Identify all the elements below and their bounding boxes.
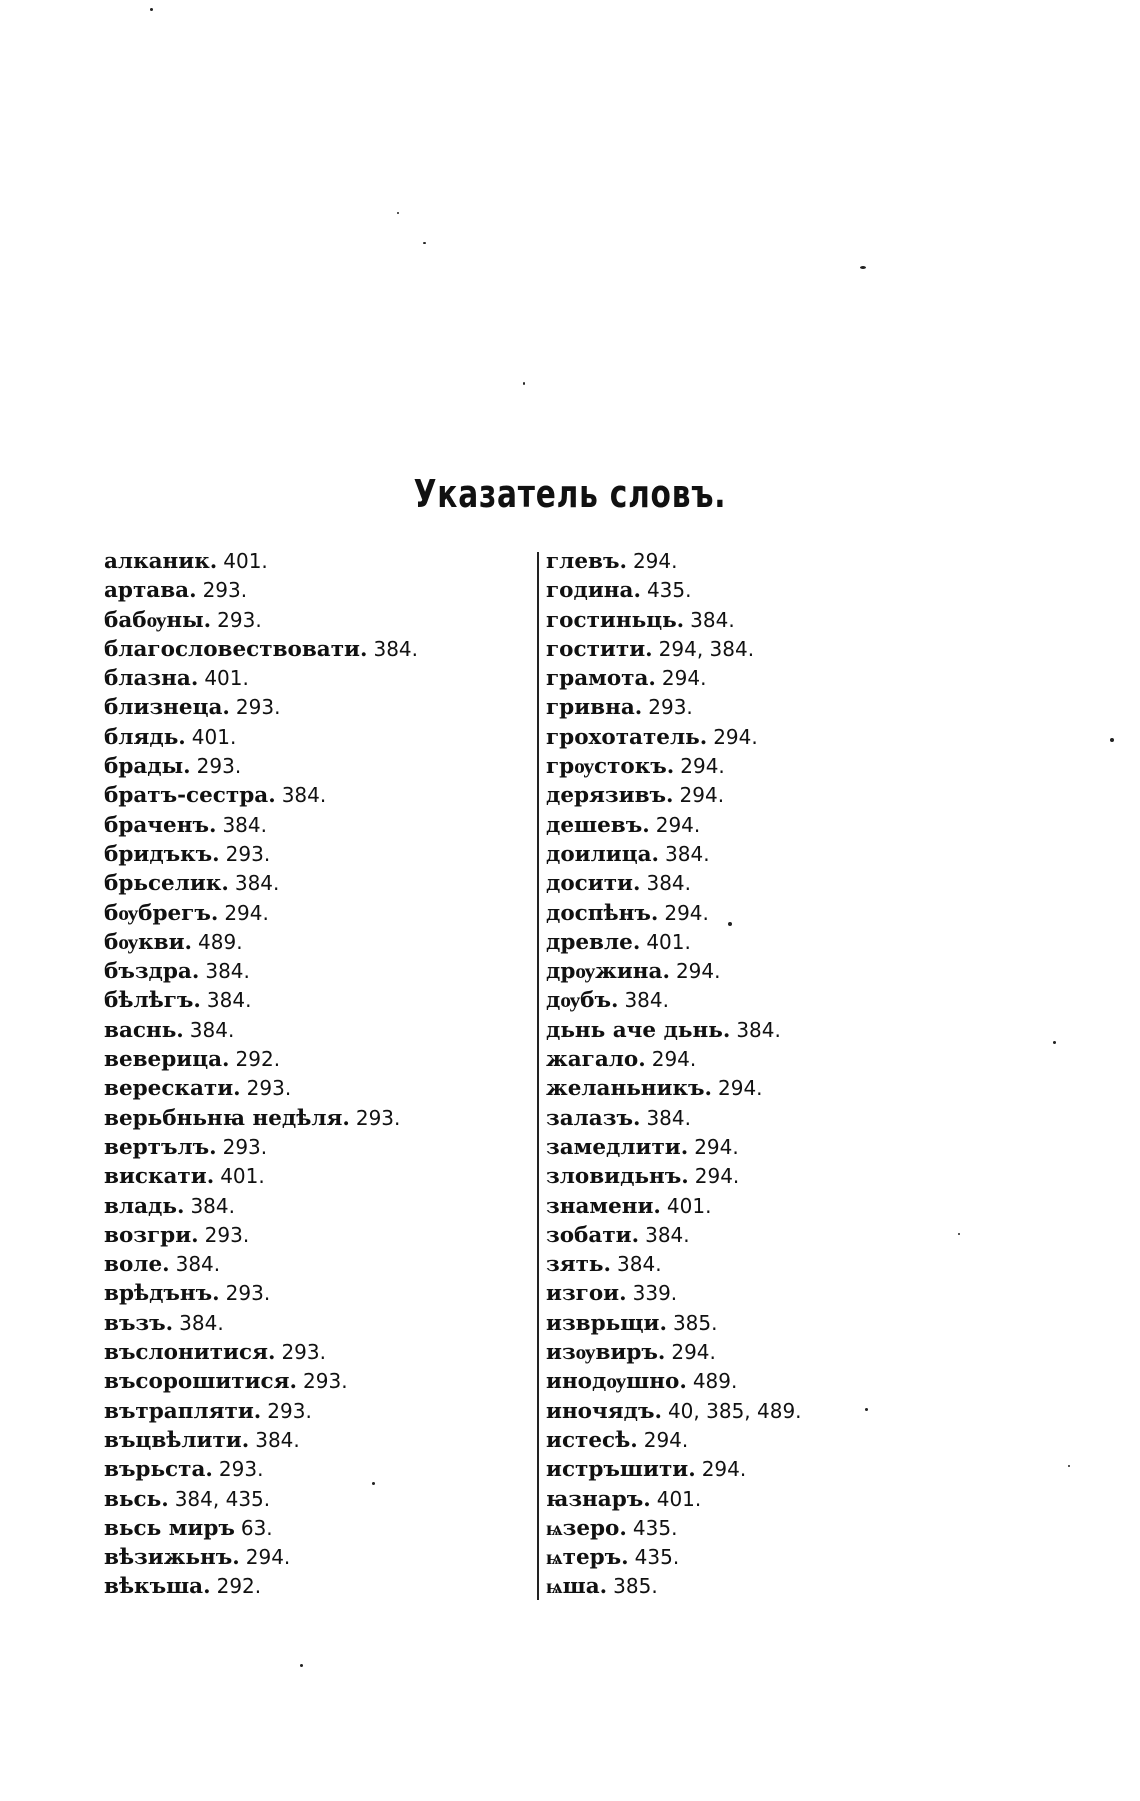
page-reference: 384. xyxy=(205,959,250,984)
left-index-entry xyxy=(104,1397,524,1426)
column-divider xyxy=(537,552,539,1600)
index-word: бридъкъ. xyxy=(104,841,220,867)
left-index-entry xyxy=(104,1485,524,1514)
left-index-entry xyxy=(104,1045,524,1074)
right-index-entry xyxy=(546,928,966,957)
index-word: истръшити. xyxy=(546,1457,696,1483)
scan-speck xyxy=(423,242,426,244)
index-word: близнеца. xyxy=(104,695,230,721)
scan-speck xyxy=(958,1233,960,1235)
left-index-entry xyxy=(104,1309,524,1338)
page-reference: 384. xyxy=(665,841,710,866)
page-reference: 294. xyxy=(680,754,725,779)
index-word: блазна. xyxy=(104,666,199,692)
right-index-entry xyxy=(546,1309,966,1338)
index-word: братъ-сестра. xyxy=(104,783,276,809)
left-index-entry xyxy=(104,1426,524,1455)
page-reference: 489. xyxy=(198,929,243,954)
scan-speck xyxy=(860,266,866,269)
right-index-entry xyxy=(546,1572,966,1601)
page-reference: 385. xyxy=(672,1310,718,1335)
page-reference: 294. xyxy=(718,1076,763,1101)
scan-speck xyxy=(300,1664,303,1667)
page-reference: 384. xyxy=(189,1017,235,1042)
index-word: браченъ. xyxy=(104,812,217,838)
index-word: зобати. xyxy=(546,1222,640,1248)
index-word: изврьщи. xyxy=(546,1310,667,1336)
left-index-entry xyxy=(104,1016,524,1045)
right-index-entry xyxy=(546,635,966,664)
index-word: замедлити. xyxy=(546,1134,689,1160)
page-reference: 401. xyxy=(204,666,249,691)
page-reference: 384. xyxy=(234,871,280,896)
right-index-entry xyxy=(546,1221,966,1250)
index-word: доспѣнъ. xyxy=(546,900,659,926)
index-word: изѹвиръ. xyxy=(546,1340,666,1366)
right-index-entry xyxy=(546,693,966,722)
page-reference: 384. xyxy=(222,812,267,837)
scan-speck xyxy=(523,382,525,385)
page-reference: 293. xyxy=(355,1105,401,1130)
left-index-entry xyxy=(104,664,524,693)
page-reference: 435. xyxy=(634,1545,680,1570)
right-index-entry xyxy=(546,1016,966,1045)
index-word: вискати. xyxy=(104,1164,215,1190)
index-word: грохотатель. xyxy=(546,724,708,750)
page-reference: 384. xyxy=(373,636,419,661)
left-index-entry xyxy=(104,899,524,928)
right-index-entry xyxy=(546,1426,966,1455)
index-word: благословествовати. xyxy=(104,636,368,662)
left-index-entry xyxy=(104,606,524,635)
page-reference: 293. xyxy=(246,1076,292,1101)
index-word: вѣкъша. xyxy=(104,1574,211,1600)
page-reference: 293. xyxy=(281,1340,326,1365)
page-reference: 401. xyxy=(191,724,237,749)
index-word: дерязивъ. xyxy=(546,783,674,809)
right-index-entry xyxy=(546,606,966,635)
page-reference: 384. xyxy=(255,1427,300,1452)
index-word: инодѹшно. xyxy=(546,1369,687,1395)
index-word: блядь. xyxy=(104,724,186,750)
page-reference: 293. xyxy=(218,1457,264,1482)
index-column-left xyxy=(104,547,524,1602)
page-reference: 293. xyxy=(222,1134,268,1159)
left-index-entry xyxy=(104,576,524,605)
page-reference: 292. xyxy=(235,1047,281,1072)
left-index-entry xyxy=(104,1572,524,1601)
left-index-entry xyxy=(104,1133,524,1162)
index-word: въслонитися. xyxy=(104,1340,276,1366)
right-index-entry xyxy=(546,1250,966,1279)
left-index-entry xyxy=(104,1367,524,1396)
page-reference: 293. xyxy=(225,841,271,866)
right-index-entry xyxy=(546,986,966,1015)
page-reference: 384. xyxy=(624,988,669,1013)
index-word: желаньникъ. xyxy=(546,1076,712,1102)
index-word: бѹбрегъ. xyxy=(104,900,219,926)
index-word: дешевъ. xyxy=(546,812,650,838)
page-reference: 294. xyxy=(661,666,707,691)
left-index-entry xyxy=(104,1104,524,1133)
right-index-entry xyxy=(546,869,966,898)
scan-speck xyxy=(1110,738,1114,742)
page-reference: 293. xyxy=(303,1369,348,1394)
index-word: възъ. xyxy=(104,1310,174,1336)
left-index-entry xyxy=(104,1221,524,1250)
scan-speck xyxy=(1053,1041,1056,1044)
page-title: Указатель словъ. xyxy=(413,472,727,516)
page-reference: 401. xyxy=(666,1193,712,1218)
right-index-entry xyxy=(546,781,966,810)
index-word: жагало. xyxy=(546,1047,646,1073)
index-word: вьсь. xyxy=(104,1486,169,1512)
scan-speck xyxy=(865,1408,868,1411)
page-reference: 384. xyxy=(736,1017,781,1042)
index-word: артава. xyxy=(104,578,197,604)
left-index-entry xyxy=(104,547,524,576)
index-word: бѣлѣгъ. xyxy=(104,988,201,1014)
page-reference: 63. xyxy=(240,1515,273,1540)
scan-speck xyxy=(150,8,153,11)
left-index-entry xyxy=(104,811,524,840)
index-word: доилица. xyxy=(546,841,660,867)
index-word: залазъ. xyxy=(546,1105,641,1131)
right-index-entry xyxy=(546,1104,966,1133)
page-reference: 294. xyxy=(713,724,758,749)
page-reference: 294. xyxy=(245,1545,291,1570)
right-index-entry xyxy=(546,1367,966,1396)
left-index-entry xyxy=(104,1162,524,1191)
right-index-entry xyxy=(546,840,966,869)
page-reference: 435. xyxy=(646,578,692,603)
page-reference: 294. xyxy=(701,1457,747,1482)
page-reference: 384, 435. xyxy=(174,1486,271,1511)
page-reference: 384. xyxy=(646,871,691,896)
index-word: истесѣ. xyxy=(546,1427,638,1453)
index-word: дѹбъ. xyxy=(546,988,619,1014)
right-index-entry xyxy=(546,1133,966,1162)
index-word: ѩша. xyxy=(546,1574,608,1600)
index-word: алканик. xyxy=(104,549,218,574)
left-index-entry xyxy=(104,1514,524,1543)
page-reference: 401. xyxy=(646,929,691,954)
right-index-entry xyxy=(546,1397,966,1426)
left-index-entry xyxy=(104,840,524,869)
right-index-entry xyxy=(546,1543,966,1572)
page-reference: 294. xyxy=(679,783,725,808)
index-word: грѹстокъ. xyxy=(546,754,675,780)
scan-speck xyxy=(372,1482,375,1485)
index-word: зять. xyxy=(546,1252,612,1278)
right-index-entry xyxy=(546,1338,966,1367)
right-index-entry xyxy=(546,664,966,693)
index-word: въцвѣлити. xyxy=(104,1427,250,1453)
left-index-entry xyxy=(104,928,524,957)
index-word: веверица. xyxy=(104,1047,230,1073)
index-word: бѹкви. xyxy=(104,929,193,955)
page-reference: 401. xyxy=(220,1164,265,1189)
right-index-entry xyxy=(546,1192,966,1221)
page-reference: 401. xyxy=(656,1486,702,1511)
index-word: изгои. xyxy=(546,1281,627,1307)
page-reference: 294. xyxy=(675,959,721,984)
page-reference: 384. xyxy=(175,1252,221,1277)
page-reference: 294. xyxy=(664,900,709,925)
right-index-entry xyxy=(546,1074,966,1103)
page-reference: 293. xyxy=(235,695,281,720)
right-index-entry xyxy=(546,1279,966,1308)
index-word: върьста. xyxy=(104,1457,213,1483)
page-reference: 384. xyxy=(281,783,327,808)
left-index-entry xyxy=(104,635,524,664)
index-word: гривна. xyxy=(546,695,643,721)
left-index-entry xyxy=(104,869,524,898)
left-index-entry xyxy=(104,693,524,722)
page-reference: 293. xyxy=(217,607,262,632)
index-word: вертълъ. xyxy=(104,1134,217,1160)
index-column-right xyxy=(546,547,966,1602)
index-word: воле. xyxy=(104,1252,170,1278)
index-word: иночядъ. xyxy=(546,1398,662,1424)
page-reference: 294. xyxy=(655,812,701,837)
scan-speck xyxy=(1068,1465,1070,1467)
index-word: верьбньнꙗ недѣля. xyxy=(104,1105,350,1131)
page-reference: 293. xyxy=(648,695,693,720)
page-reference: 293. xyxy=(204,1222,250,1247)
page-reference: 294. xyxy=(694,1164,740,1189)
left-index-entry xyxy=(104,1192,524,1221)
left-index-entry xyxy=(104,752,524,781)
right-index-entry xyxy=(546,811,966,840)
page-reference: 384. xyxy=(190,1193,235,1218)
index-word: древле. xyxy=(546,929,641,955)
index-word: возгри. xyxy=(104,1222,199,1248)
page-reference: 40, 385, 489. xyxy=(667,1398,802,1423)
page-reference: 294. xyxy=(224,900,269,925)
right-index-entry xyxy=(546,547,966,576)
index-word: врѣдънъ. xyxy=(104,1281,220,1307)
page-reference: 294. xyxy=(694,1134,739,1159)
page-reference: 384. xyxy=(690,607,735,632)
page-reference: 384. xyxy=(646,1105,691,1130)
page-reference: 384. xyxy=(617,1252,662,1277)
scan-speck xyxy=(397,212,399,214)
right-index-entry xyxy=(546,752,966,781)
index-word: вьсь миръ xyxy=(104,1515,235,1541)
page-reference: 489. xyxy=(692,1369,738,1394)
index-word: въсорошитися. xyxy=(104,1369,298,1395)
index-word: дрѹжина. xyxy=(546,959,670,985)
index-word: ѩзеро. xyxy=(546,1515,627,1541)
left-index-entry xyxy=(104,1279,524,1308)
page-reference: 292. xyxy=(216,1574,262,1599)
page-reference: 294. xyxy=(671,1340,716,1365)
page-reference: 385. xyxy=(613,1574,658,1599)
index-word: гостиньць. xyxy=(546,607,685,633)
page-reference: 294. xyxy=(643,1427,689,1452)
index-word: брады. xyxy=(104,754,191,780)
index-word: знамени. xyxy=(546,1193,661,1219)
right-index-entry xyxy=(546,1485,966,1514)
left-index-entry xyxy=(104,781,524,810)
index-word: зловидьнъ. xyxy=(546,1164,689,1190)
page-reference: 293. xyxy=(225,1281,271,1306)
right-index-entry xyxy=(546,1045,966,1074)
right-index-entry xyxy=(546,1514,966,1543)
page-reference: 435. xyxy=(632,1515,678,1540)
right-index-entry xyxy=(546,957,966,986)
left-index-entry xyxy=(104,957,524,986)
left-index-entry xyxy=(104,723,524,752)
index-word: грамота. xyxy=(546,666,656,692)
page-reference: 293. xyxy=(196,754,242,779)
left-index-entry xyxy=(104,1074,524,1103)
page-reference: 339. xyxy=(632,1281,678,1306)
right-index-entry xyxy=(546,576,966,605)
index-word: гостити. xyxy=(546,636,653,662)
left-index-entry xyxy=(104,1455,524,1484)
index-word: бъздра. xyxy=(104,959,200,985)
index-word: вѣзижьнъ. xyxy=(104,1545,240,1571)
page-reference: 294. xyxy=(651,1047,697,1072)
page-reference: 293. xyxy=(267,1398,312,1423)
right-index-entry xyxy=(546,1455,966,1484)
index-word: брьселик. xyxy=(104,871,229,897)
right-index-entry xyxy=(546,899,966,928)
scan-speck xyxy=(728,922,732,926)
index-word: глевъ. xyxy=(546,549,627,574)
index-word: владь. xyxy=(104,1193,185,1219)
index-word: дьнь аче дьнь. xyxy=(546,1017,731,1043)
left-index-entry xyxy=(104,986,524,1015)
index-word: вътрапляти. xyxy=(104,1398,262,1424)
page-reference: 293. xyxy=(202,578,248,603)
page-reference: 384. xyxy=(179,1310,224,1335)
left-index-entry xyxy=(104,1543,524,1572)
left-index-entry xyxy=(104,1250,524,1279)
index-word: верескати. xyxy=(104,1076,241,1102)
page-reference: 294. xyxy=(632,549,678,573)
page-reference: 401. xyxy=(223,549,268,573)
index-word: досити. xyxy=(546,871,641,897)
index-word: ѩтеръ. xyxy=(546,1545,629,1571)
page-reference: 294, 384. xyxy=(658,636,755,661)
index-word: година. xyxy=(546,578,641,604)
left-index-entry xyxy=(104,1338,524,1367)
right-index-entry xyxy=(546,723,966,752)
page-reference: 384. xyxy=(645,1222,690,1247)
index-word: ꙗзнаръ. xyxy=(546,1486,651,1512)
right-index-entry xyxy=(546,1162,966,1191)
index-word: бабѹны. xyxy=(104,607,212,633)
index-word: васнь. xyxy=(104,1017,184,1043)
page-reference: 384. xyxy=(206,988,252,1013)
